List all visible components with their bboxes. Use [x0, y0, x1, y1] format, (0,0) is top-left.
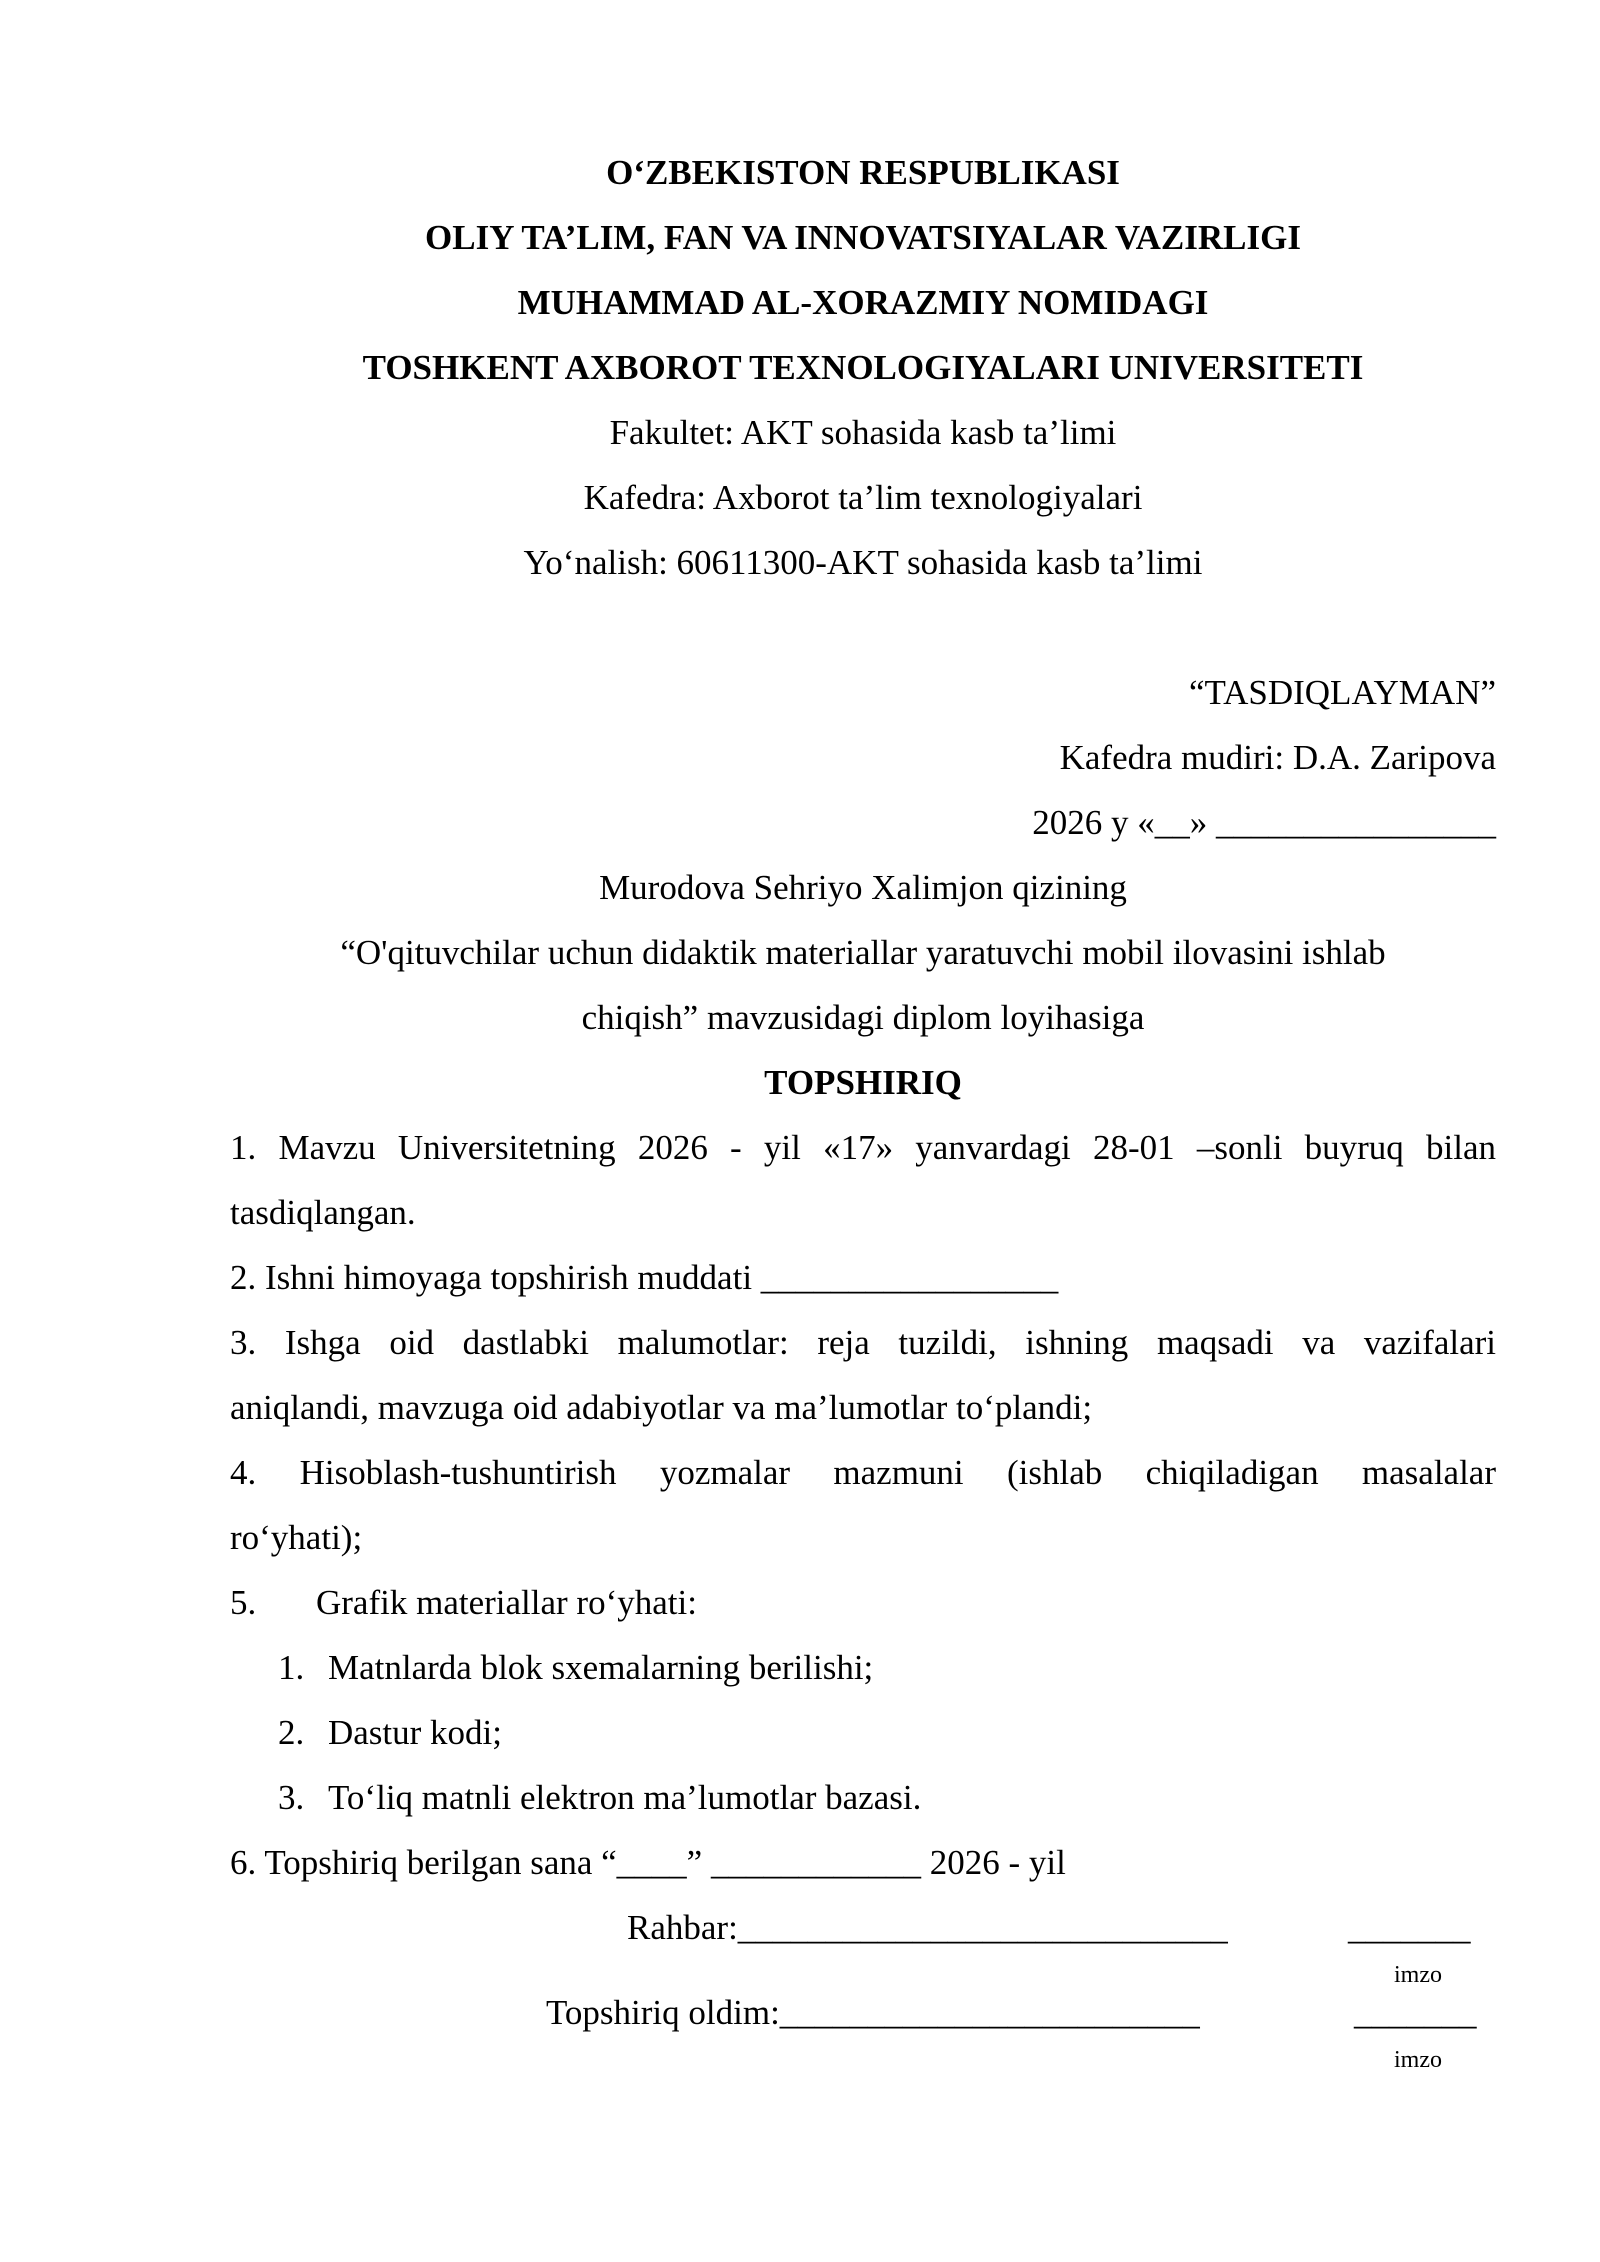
supervisor-sign-label: imzo — [1394, 1962, 1442, 1988]
item-4-line-2: ro‘yhati); — [230, 1518, 363, 1557]
item-1-line-2: tasdiqlangan. — [230, 1193, 416, 1232]
header-department: Kafedra: Axborot ta’lim texnologiyalari — [583, 478, 1143, 517]
sub-item-2-number: 2. — [278, 1713, 305, 1752]
sub-item-1-text: Matnlarda blok sxemalarning berilishi; — [328, 1648, 874, 1687]
item-3-line-2: aniqlandi, mavzuga oid adabiyotlar va ma’lumotlar to‘plandi; — [230, 1388, 1093, 1427]
header-named-after: MUHAMMAD AL-XORAZMIY NOMIDAGI — [517, 283, 1209, 322]
approval-head: Kafedra mudiri: D.A. Zaripova — [1059, 738, 1496, 777]
header-direction: Yo‘nalish: 60611300-AKT sohasida kasb ta’limi — [523, 543, 1203, 582]
header-faculty: Fakultet: AKT sohasida kasb ta’limi — [609, 413, 1117, 452]
sub-item-3-number: 3. — [278, 1778, 305, 1817]
item-5 — [230, 1580, 1496, 1626]
student-name: Murodova Sehriyo Xalimjon qizining — [599, 868, 1127, 907]
receiver-signature-line: Topshiriq oldim:________________________ — [546, 1993, 1200, 2032]
item-5-text: Grafik materiallar ro‘yhati: — [316, 1583, 697, 1622]
supervisor-signature-line: Rahbar:____________________________ — [627, 1908, 1228, 1947]
item-3-line-1: 3. Ishga oid dastlabki malumotlar: reja tuzildi, ishning maqsadi va vazifalari — [230, 1323, 1496, 1362]
supervisor-sign-blank: _______ — [1348, 1908, 1471, 1947]
sub-item-3-text: To‘liq matnli elektron ma’lumotlar bazasi. — [328, 1778, 922, 1817]
item-6: 6. Topshiriq berilgan sana “____” ____________ 2026 - yil — [230, 1843, 1066, 1882]
approval-title: “TASDIQLAYMAN” — [1189, 673, 1496, 712]
approval-date: 2026 y «__» ________________ — [1032, 803, 1496, 842]
receiver-sign-blank: _______ — [1354, 1993, 1477, 2032]
topic-line-2: chiqish” mavzusidagi diplom loyihasiga — [581, 998, 1145, 1037]
sub-item-2-text: Dastur kodi; — [328, 1713, 503, 1752]
receiver-sign-label: imzo — [1394, 2047, 1442, 2073]
topic-line-1: “O'qituvchilar uchun didaktik materiallar yaratuvchi mobil ilovasini ishlab — [340, 933, 1386, 972]
item-5-number: 5. — [230, 1583, 257, 1622]
document-title: TOPSHIRIQ — [764, 1063, 962, 1102]
item-4-line-1: 4. Hisoblash-tushuntirish yozmalar mazmuni (ishlab chiqiladigan masalalar — [230, 1453, 1496, 1492]
item-1-line-1: 1. Mavzu Universitetning 2026 - yil «17» yanvardagi 28-01 –sonli buyruq bilan — [230, 1128, 1496, 1167]
header-ministry: OLIY TA’LIM, FAN VA INNOVATSIYALAR VAZIRLIGI — [425, 218, 1301, 257]
item-2: 2. Ishni himoyaga topshirish muddati _________________ — [230, 1258, 1059, 1297]
header-country: O‘ZBEKISTON RESPUBLIKASI — [606, 153, 1120, 192]
header-university: TOSHKENT AXBOROT TEXNOLOGIYALARI UNIVERSITETI — [362, 348, 1364, 387]
sub-item-1-number: 1. — [278, 1648, 305, 1687]
